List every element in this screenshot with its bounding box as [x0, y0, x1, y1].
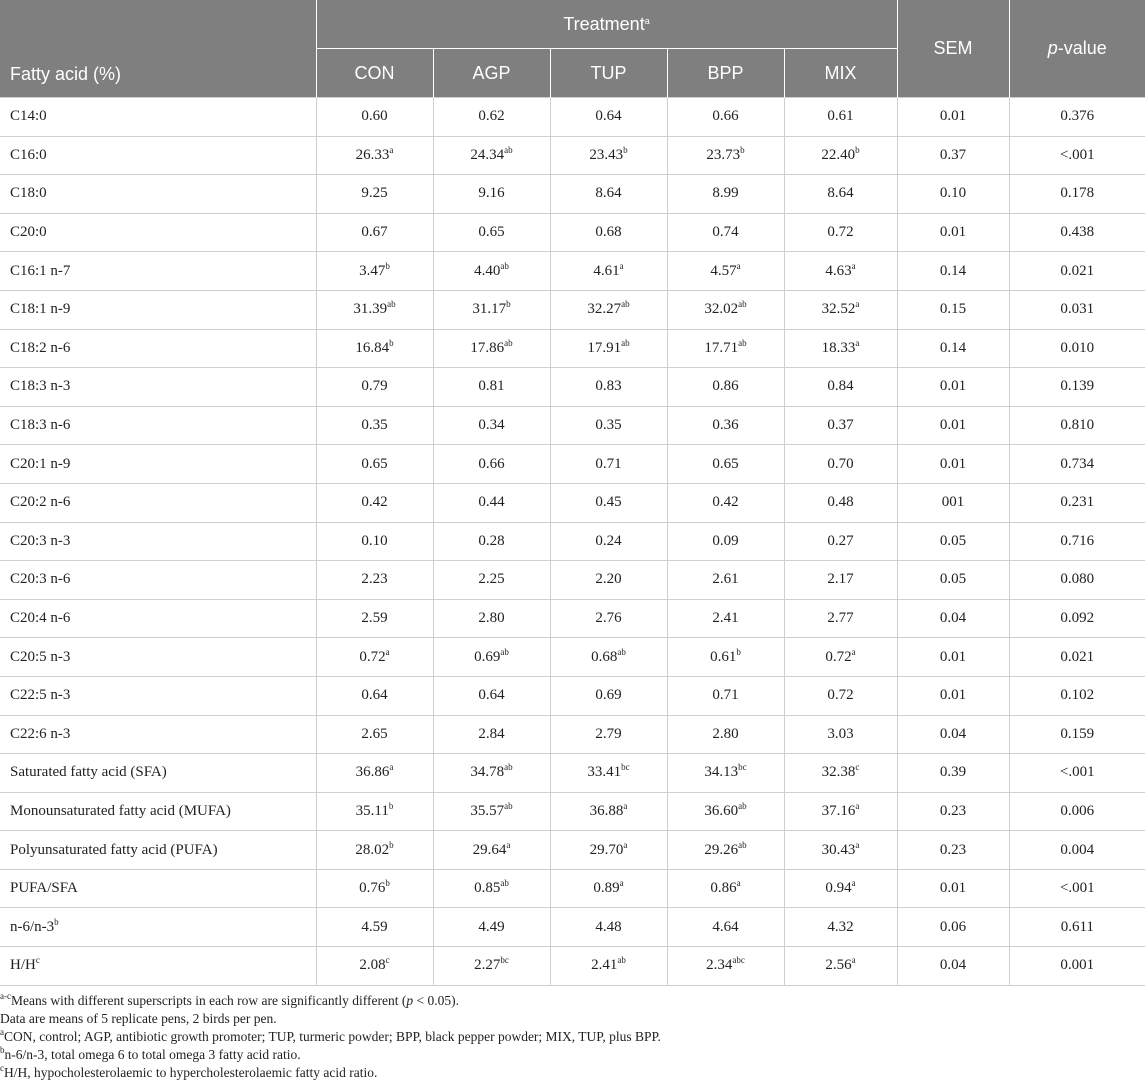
value-cell-mix: 4.32 — [784, 908, 897, 947]
value-cell-con: 0.72$^a$ — [316, 638, 433, 677]
value-cell-bpp: 36.60$^{ab}$ — [667, 792, 784, 831]
value-cell-mix: 2.17 — [784, 561, 897, 600]
row-label: C18:1 n-9 — [0, 290, 316, 329]
value-cell-con: 0.42 — [316, 483, 433, 522]
value-cell-bpp: 0.09 — [667, 522, 784, 561]
table-row — [0, 754, 1145, 793]
p-value-cell: 0.716 — [1009, 522, 1145, 561]
row-label: Saturated fatty acid (SFA) — [0, 754, 316, 793]
row-label: C18:2 n-6 — [0, 329, 316, 368]
value-cell-tup: 0.89$^a$ — [550, 869, 667, 908]
sem-cell: 0.01 — [897, 638, 1009, 677]
value-cell-bpp: 4.57$^a$ — [667, 252, 784, 291]
row-label: C20:1 n-9 — [0, 445, 316, 484]
table-row — [0, 213, 1145, 252]
value-cell-con: 0.67 — [316, 213, 433, 252]
table-row — [0, 831, 1145, 870]
sem-cell: 0.01 — [897, 213, 1009, 252]
group-header-con: CON — [316, 49, 433, 98]
value-cell-bpp: 8.99 — [667, 175, 784, 214]
value-cell-bpp: 23.73$^b$ — [667, 136, 784, 175]
value-cell-con: 4.59 — [316, 908, 433, 947]
value-cell-con: 2.65 — [316, 715, 433, 754]
table-row — [0, 792, 1145, 831]
value-cell-mix: 0.72$^a$ — [784, 638, 897, 677]
value-cell-tup: 33.41$^{bc}$ — [550, 754, 667, 793]
sem-cell: 0.04 — [897, 947, 1009, 986]
sem-header: SEM — [897, 0, 1009, 98]
sem-cell: 0.06 — [897, 908, 1009, 947]
table-row — [0, 676, 1145, 715]
table-row — [0, 136, 1145, 175]
table-row — [0, 561, 1145, 600]
value-cell-tup: 2.41$^{ab}$ — [550, 947, 667, 986]
sem-cell: 0.01 — [897, 676, 1009, 715]
value-cell-con: 2.08$^c$ — [316, 947, 433, 986]
value-cell-bpp: 2.34$^{abc}$ — [667, 947, 784, 986]
value-cell-mix: 0.48 — [784, 483, 897, 522]
value-cell-mix: 32.38$^c$ — [784, 754, 897, 793]
value-cell-mix: 0.72 — [784, 213, 897, 252]
p-value-cell: <.001 — [1009, 869, 1145, 908]
value-cell-bpp: 17.71$^{ab}$ — [667, 329, 784, 368]
sem-cell: 0.37 — [897, 136, 1009, 175]
value-cell-con: 2.59 — [316, 599, 433, 638]
value-cell-tup: 0.71 — [550, 445, 667, 484]
value-cell-tup: 0.35 — [550, 406, 667, 445]
value-cell-con: 26.33$^a$ — [316, 136, 433, 175]
row-label: PUFA/SFA — [0, 869, 316, 908]
p-value-cell: <.001 — [1009, 136, 1145, 175]
value-cell-con: 0.76$^b$ — [316, 869, 433, 908]
sem-cell: 0.01 — [897, 98, 1009, 137]
value-cell-bpp: 2.61 — [667, 561, 784, 600]
value-cell-mix: 2.56$^a$ — [784, 947, 897, 986]
p-value-cell: 0.092 — [1009, 599, 1145, 638]
table-row — [0, 445, 1145, 484]
value-cell-tup: 29.70$^a$ — [550, 831, 667, 870]
row-label: C18:3 n-6 — [0, 406, 316, 445]
value-cell-mix: 0.61 — [784, 98, 897, 137]
value-cell-bpp: 0.65 — [667, 445, 784, 484]
value-cell-bpp: 32.02$^{ab}$ — [667, 290, 784, 329]
p-value-cell: <.001 — [1009, 754, 1145, 793]
value-cell-con: 31.39$^{ab}$ — [316, 290, 433, 329]
table-body — [0, 98, 1145, 986]
row-label: n-6/n-3$^b$ — [0, 908, 316, 947]
value-cell-agp: 9.16 — [433, 175, 550, 214]
value-cell-agp: 0.85$^{ab}$ — [433, 869, 550, 908]
value-cell-agp: 24.34$^{ab}$ — [433, 136, 550, 175]
value-cell-mix: 8.64 — [784, 175, 897, 214]
row-label: C18:3 n-3 — [0, 368, 316, 407]
value-cell-agp: 4.49 — [433, 908, 550, 947]
sem-cell: 0.23 — [897, 792, 1009, 831]
table-footnotes — [0, 986, 1145, 1082]
p-value-cell: 0.001 — [1009, 947, 1145, 986]
value-cell-mix: 0.72 — [784, 676, 897, 715]
p-value-cell: 0.021 — [1009, 252, 1145, 291]
value-cell-bpp: 0.86$^a$ — [667, 869, 784, 908]
group-header-tup: TUP — [550, 49, 667, 98]
sem-cell: 0.04 — [897, 715, 1009, 754]
value-cell-mix: 30.43$^a$ — [784, 831, 897, 870]
value-cell-bpp: 0.42 — [667, 483, 784, 522]
value-cell-agp: 2.27$^{bc}$ — [433, 947, 550, 986]
value-cell-bpp: 0.71 — [667, 676, 784, 715]
value-cell-mix: 0.94$^a$ — [784, 869, 897, 908]
row-label: C20:3 n-6 — [0, 561, 316, 600]
row-label: Monounsaturated fatty acid (MUFA) — [0, 792, 316, 831]
p-value-cell: 0.231 — [1009, 483, 1145, 522]
sem-cell: 0.14 — [897, 252, 1009, 291]
value-cell-agp: 0.81 — [433, 368, 550, 407]
table-row — [0, 908, 1145, 947]
value-cell-bpp: 29.26$^{ab}$ — [667, 831, 784, 870]
value-cell-agp: 4.40$^{ab}$ — [433, 252, 550, 291]
value-cell-agp: 29.64$^a$ — [433, 831, 550, 870]
row-label: C20:3 n-3 — [0, 522, 316, 561]
p-value-cell: 0.611 — [1009, 908, 1145, 947]
value-cell-bpp: 0.86 — [667, 368, 784, 407]
sem-cell: 0.14 — [897, 329, 1009, 368]
table-row — [0, 599, 1145, 638]
p-value-header: p-value — [1009, 0, 1145, 98]
table-row — [0, 98, 1145, 137]
value-cell-con: 35.11$^b$ — [316, 792, 433, 831]
group-header-agp: AGP — [433, 49, 550, 98]
row-label: C16:1 n-7 — [0, 252, 316, 291]
value-cell-tup: 32.27$^{ab}$ — [550, 290, 667, 329]
value-cell-con: 3.47$^b$ — [316, 252, 433, 291]
value-cell-tup: 4.48 — [550, 908, 667, 947]
table-row — [0, 869, 1145, 908]
value-cell-mix: 2.77 — [784, 599, 897, 638]
value-cell-tup: 0.83 — [550, 368, 667, 407]
value-cell-agp: 34.78$^{ab}$ — [433, 754, 550, 793]
table-row — [0, 175, 1145, 214]
value-cell-mix: 4.63$^a$ — [784, 252, 897, 291]
row-label: C20:4 n-6 — [0, 599, 316, 638]
value-cell-mix: 22.40$^b$ — [784, 136, 897, 175]
sem-cell: 0.01 — [897, 445, 1009, 484]
value-cell-agp: 35.57$^{ab}$ — [433, 792, 550, 831]
fatty-acid-header: Fatty acid (%) — [0, 0, 316, 98]
value-cell-con: 0.60 — [316, 98, 433, 137]
value-cell-mix: 37.16$^a$ — [784, 792, 897, 831]
value-cell-agp: 0.34 — [433, 406, 550, 445]
p-value-cell: 0.102 — [1009, 676, 1145, 715]
p-value-cell: 0.178 — [1009, 175, 1145, 214]
value-cell-tup: 2.20 — [550, 561, 667, 600]
value-cell-con: 9.25 — [316, 175, 433, 214]
value-cell-tup: 8.64 — [550, 175, 667, 214]
p-value-cell: 0.031 — [1009, 290, 1145, 329]
p-value-cell: 0.006 — [1009, 792, 1145, 831]
value-cell-bpp: 4.64 — [667, 908, 784, 947]
p-value-cell: 0.080 — [1009, 561, 1145, 600]
value-cell-bpp: 2.41 — [667, 599, 784, 638]
value-cell-tup: 23.43$^b$ — [550, 136, 667, 175]
table-row — [0, 290, 1145, 329]
row-label: C22:6 n-3 — [0, 715, 316, 754]
p-value-cell: 0.438 — [1009, 213, 1145, 252]
sem-cell: 0.23 — [897, 831, 1009, 870]
p-value-cell: 0.376 — [1009, 98, 1145, 137]
value-cell-con: 0.35 — [316, 406, 433, 445]
value-cell-con: 0.79 — [316, 368, 433, 407]
value-cell-agp: 17.86$^{ab}$ — [433, 329, 550, 368]
value-cell-mix: 0.37 — [784, 406, 897, 445]
row-label: C16:0 — [0, 136, 316, 175]
value-cell-bpp: 34.13$^{bc}$ — [667, 754, 784, 793]
sem-cell: 0.39 — [897, 754, 1009, 793]
p-value-cell: 0.734 — [1009, 445, 1145, 484]
p-value-cell: 0.004 — [1009, 831, 1145, 870]
footnote-data-means: Data are means of 5 replicate pens, 2 birds per pen. — [0, 1010, 277, 1026]
value-cell-tup: 0.45 — [550, 483, 667, 522]
value-cell-con: 16.84$^b$ — [316, 329, 433, 368]
value-cell-tup: 0.69 — [550, 676, 667, 715]
table-row — [0, 252, 1145, 291]
value-cell-tup: 0.24 — [550, 522, 667, 561]
p-value-cell: 0.810 — [1009, 406, 1145, 445]
value-cell-agp: 2.80 — [433, 599, 550, 638]
value-cell-con: 0.64 — [316, 676, 433, 715]
value-cell-agp: 0.69$^{ab}$ — [433, 638, 550, 677]
sem-cell: 0.05 — [897, 522, 1009, 561]
value-cell-agp: 2.84 — [433, 715, 550, 754]
sem-cell: 0.05 — [897, 561, 1009, 600]
value-cell-tup: 17.91$^{ab}$ — [550, 329, 667, 368]
value-cell-con: 28.02$^b$ — [316, 831, 433, 870]
value-cell-mix: 18.33$^a$ — [784, 329, 897, 368]
row-label: C14:0 — [0, 98, 316, 137]
footnote-significance: $^{a-c}$Means with different superscripts in each row are significantly different (p < 0.05). — [0, 990, 459, 1008]
value-cell-tup: 0.64 — [550, 98, 667, 137]
p-value-cell: 0.159 — [1009, 715, 1145, 754]
table-row — [0, 638, 1145, 677]
sem-cell: 0.04 — [897, 599, 1009, 638]
value-cell-agp: 31.17$^b$ — [433, 290, 550, 329]
row-label: C20:0 — [0, 213, 316, 252]
value-cell-agp: 0.65 — [433, 213, 550, 252]
table-row — [0, 368, 1145, 407]
sem-cell: 0.10 — [897, 175, 1009, 214]
table-row — [0, 715, 1145, 754]
row-label: C22:5 n-3 — [0, 676, 316, 715]
value-cell-bpp: 0.61$^b$ — [667, 638, 784, 677]
table-row — [0, 483, 1145, 522]
value-cell-agp: 0.62 — [433, 98, 550, 137]
table-row — [0, 329, 1145, 368]
value-cell-con: 0.65 — [316, 445, 433, 484]
group-header-mix: MIX — [784, 49, 897, 98]
footnote-hh: $^c$H/H, hypocholesterolaemic to hypercholesterolaemic fatty acid ratio. — [0, 1062, 378, 1080]
p-value-cell: 0.010 — [1009, 329, 1145, 368]
value-cell-tup: 0.68$^{ab}$ — [550, 638, 667, 677]
value-cell-bpp: 0.36 — [667, 406, 784, 445]
row-label: C20:2 n-6 — [0, 483, 316, 522]
value-cell-tup: 0.68 — [550, 213, 667, 252]
sem-cell: 0.01 — [897, 869, 1009, 908]
value-cell-agp: 0.44 — [433, 483, 550, 522]
value-cell-mix: 0.84 — [784, 368, 897, 407]
value-cell-mix: 0.70 — [784, 445, 897, 484]
value-cell-agp: 0.66 — [433, 445, 550, 484]
treatment-header: Treatment$^a$ — [316, 0, 897, 49]
value-cell-mix: 0.27 — [784, 522, 897, 561]
value-cell-bpp: 2.80 — [667, 715, 784, 754]
value-cell-bpp: 0.74 — [667, 213, 784, 252]
p-value-cell: 0.139 — [1009, 368, 1145, 407]
value-cell-tup: 4.61$^a$ — [550, 252, 667, 291]
table-row — [0, 406, 1145, 445]
value-cell-con: 36.86$^a$ — [316, 754, 433, 793]
value-cell-tup: 2.76 — [550, 599, 667, 638]
value-cell-tup: 36.88$^a$ — [550, 792, 667, 831]
value-cell-agp: 0.28 — [433, 522, 550, 561]
value-cell-agp: 2.25 — [433, 561, 550, 600]
value-cell-con: 0.10 — [316, 522, 433, 561]
table-row — [0, 522, 1145, 561]
table-row — [0, 947, 1145, 986]
sem-cell: 001 — [897, 483, 1009, 522]
value-cell-tup: 2.79 — [550, 715, 667, 754]
row-label: Polyunsaturated fatty acid (PUFA) — [0, 831, 316, 870]
footnote-n6-n3: $^b$n-6/n-3, total omega 6 to total omega 3 fatty acid ratio. — [0, 1044, 301, 1062]
footnote-abbreviations: $^a$CON, control; AGP, antibiotic growth promoter; TUP, turmeric powder; BPP, black pepper powder; MIX, TUP, plus BPP. — [0, 1026, 661, 1044]
row-label: C18:0 — [0, 175, 316, 214]
value-cell-mix: 32.52$^a$ — [784, 290, 897, 329]
value-cell-agp: 0.64 — [433, 676, 550, 715]
row-label: C20:5 n-3 — [0, 638, 316, 677]
value-cell-bpp: 0.66 — [667, 98, 784, 137]
sem-cell: 0.01 — [897, 368, 1009, 407]
sem-cell: 0.15 — [897, 290, 1009, 329]
value-cell-mix: 3.03 — [784, 715, 897, 754]
p-value-cell: 0.021 — [1009, 638, 1145, 677]
value-cell-con: 2.23 — [316, 561, 433, 600]
sem-cell: 0.01 — [897, 406, 1009, 445]
row-label: $H/H^c$ — [0, 947, 316, 986]
group-header-bpp: BPP — [667, 49, 784, 98]
